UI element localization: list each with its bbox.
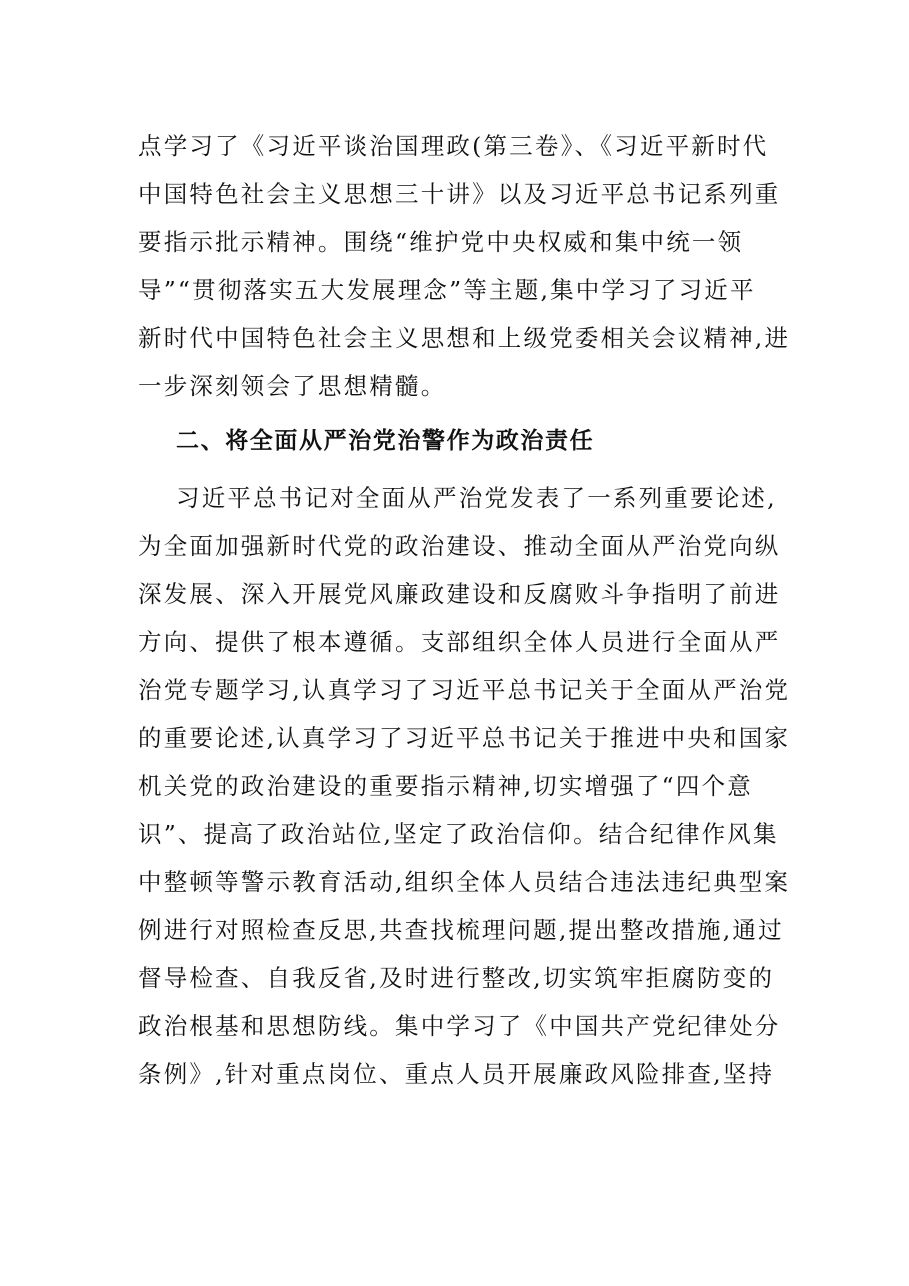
paragraph-line: 治党专题学习,认真学习了习近平总书记关于全面从严治党 [138,676,791,704]
section-heading: 二、将全面从严治党治警作为政治责任 [176,428,595,454]
paragraph-line: 要指示批示精神。围绕“维护党中央权威和集中统一领 [138,228,744,256]
paragraph-line: 例进行对照检查反思,共查找梳理问题,提出整改措施,通过 [138,916,784,944]
paragraph-line: 的重要论述,认真学习了习近平总书记关于推进中央和国家 [138,724,791,752]
paragraph-line: 中整顿等警示教育活动,组织全体人员结合违法违纪典型案 [138,868,791,896]
paragraph-line: 新时代中国特色社会主义思想和上级党委相关会议精神,进 [138,324,791,352]
paragraph-line: 机关党的政治建设的重要指示精神,切实增强了“四个意 [138,772,753,800]
paragraph-line: 条例》,针对重点岗位、重点人员开展廉政风险排查,坚持 [138,1060,775,1088]
document-body [138,122,791,1098]
paragraph-line: 政治根基和思想防线。集中学习了《中国共产党纪律处分 [138,1012,781,1040]
paragraph-line: 识”、提高了政治站位,坚定了政治信仰。结合纪律作风集 [138,820,779,848]
paragraph-line: 方向、提供了根本遵循。支部组织全体人员进行全面从严 [138,628,781,656]
paragraph-line: 为全面加强新时代党的政治建设、推动全面从严治党向纵 [138,532,781,560]
paragraph-line: 中国特色社会主义思想三十讲》以及习近平总书记系列重 [138,180,781,208]
paragraph-line: 点学习了《习近平谈治国理政(第三卷》、《习近平新时代 [138,132,769,160]
paragraph-line: 督导检查、自我反省,及时进行整改,切实筑牢拒腐防变的 [138,964,775,992]
paragraph-line: 深发展、深入开展党风廉政建设和反腐败斗争指明了前进 [138,580,781,608]
paragraph-line: 导”“贯彻落实五大发展理念”等主题,集中学习了习近平 [138,276,756,304]
paragraph-line-indented: 习近平总书记对全面从严治党发表了一系列重要论述, [176,484,777,512]
paragraph-line: 一步深刻领会了思想精髓。 [138,372,447,400]
